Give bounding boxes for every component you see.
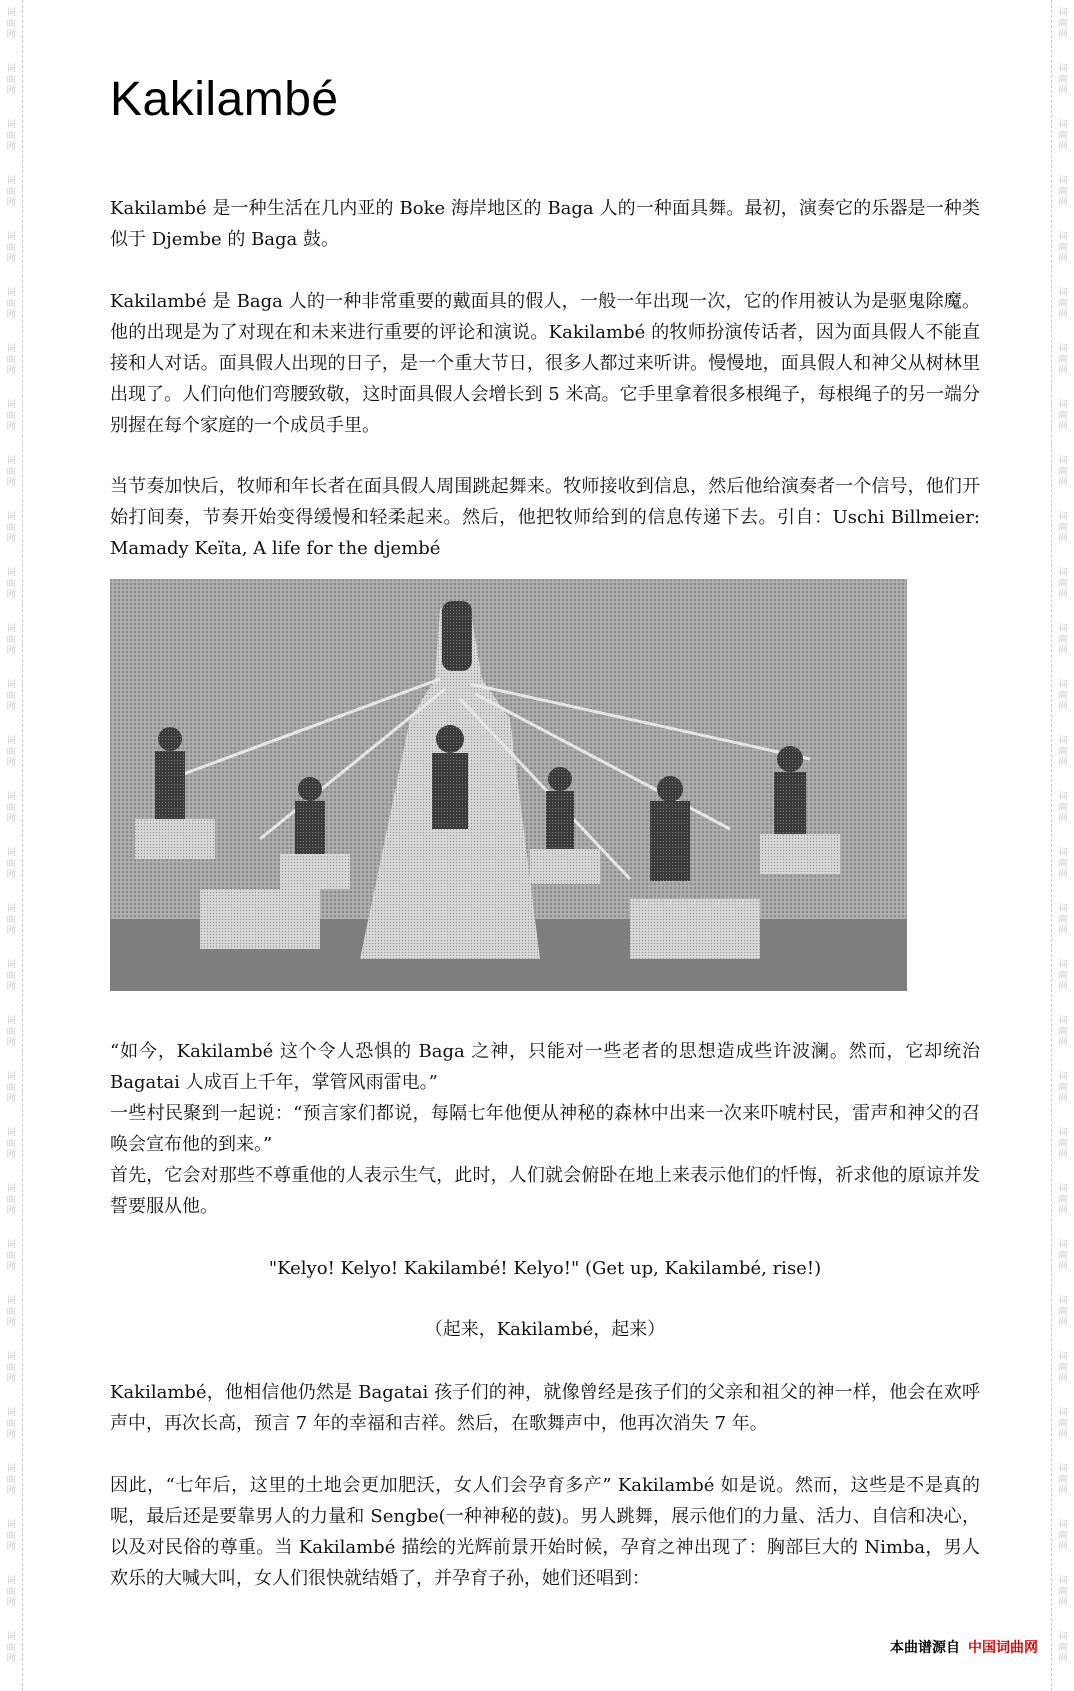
left-watermark-strip (0, 0, 23, 1691)
paragraph-7: Kakilambé，他相信他仍然是 Bagatai 孩子们的神，就像曾经是孩子们的父亲和祖父的神一样，他会在欢呼声中，再次长高，预言 7 年的幸福和吉祥。然后，在歌舞声中，他再次消失 7 年。 (110, 1382, 980, 1434)
watermark-text: 词 曲 网 (6, 568, 16, 600)
watermark-text: 词 曲 网 (1058, 624, 1068, 656)
watermark-text: 词 曲 网 (6, 400, 16, 432)
watermark-text: 词 曲 网 (6, 1240, 16, 1272)
watermark-text: 词 曲 网 (6, 64, 16, 96)
watermark-text: 词 曲 网 (1058, 568, 1068, 600)
paragraph-8: 因此，“七年后，这里的土地会更加肥沃，女人们会孕育多产” Kakilambé 如是说。然而，这些是不是真的呢，最后还是要靠男人的力量和 Sengbe(一种神秘的鼓)。男人跳舞，展示他们的力量、活力、自信和决心，以及对民俗的尊重。当 Kakilambé 描绘的光辉前景开始时候，孕育之神出现了：胸部巨大的 Nimba，男人欢乐的大喊大叫，女人们很快就结婚了，并孕育子孙，她们还唱到： (110, 1475, 980, 1589)
watermark-text: 词 曲 网 (6, 232, 16, 264)
page-title: Kakilambé (110, 73, 339, 126)
watermark-text: 词 曲 网 (6, 1408, 16, 1440)
watermark-text: 词 曲 网 (1058, 1632, 1068, 1664)
watermark-text: 词 曲 网 (6, 960, 16, 992)
chant-translation: （起来，Kakilambé，起来） (424, 1319, 666, 1340)
watermark-text: 词 曲 网 (1058, 904, 1068, 936)
watermark-text: 词 曲 网 (6, 1296, 16, 1328)
watermark-text: 词 曲 网 (1058, 1408, 1068, 1440)
watermark-text: 词 曲 网 (6, 680, 16, 712)
watermark-text: 词 曲 网 (1058, 1016, 1068, 1048)
watermark-text: 词 曲 网 (1058, 288, 1068, 320)
watermark-text: 词 曲 网 (6, 904, 16, 936)
watermark-text: 词 曲 网 (1058, 736, 1068, 768)
watermark-text: 词 曲 网 (1058, 1352, 1068, 1384)
watermark-text: 词 曲 网 (1058, 1576, 1068, 1608)
watermark-text: 词 曲 网 (6, 8, 16, 40)
watermark-text: 词 曲 网 (1058, 1296, 1068, 1328)
watermark-text: 词 曲 网 (6, 1184, 16, 1216)
watermark-text: 词 曲 网 (1058, 456, 1068, 488)
watermark-text: 词 曲 网 (1058, 232, 1068, 264)
watermark-text: 词 曲 网 (6, 1128, 16, 1160)
watermark-text: 词 曲 网 (6, 512, 16, 544)
watermark-text: 词 曲 网 (6, 344, 16, 376)
watermark-text: 词 曲 网 (1058, 960, 1068, 992)
watermark-text: 词 曲 网 (1058, 64, 1068, 96)
watermark-text: 词 曲 网 (1058, 1128, 1068, 1160)
watermark-text: 词 曲 网 (1058, 1072, 1068, 1104)
watermark-text: 词 曲 网 (1058, 1240, 1068, 1272)
watermark-text: 词 曲 网 (6, 624, 16, 656)
watermark-text: 词 曲 网 (1058, 1184, 1068, 1216)
watermark-text: 词 曲 网 (6, 288, 16, 320)
paragraph-6: 首先，它会对那些不尊重他的人表示生气，此时，人们就会俯卧在地上来表示他们的忏悔，祈求他的原谅并发誓要服从他。 (110, 1165, 980, 1217)
footer-source-label: 本曲谱源自 (890, 1640, 960, 1656)
watermark-text: 词 曲 网 (6, 848, 16, 880)
watermark-text: 词 曲 网 (6, 456, 16, 488)
paragraph-3: 当节奏加快后，牧师和年长者在面具假人周围跳起舞来。牧师接收到信息，然后他给演奏者一个信号，他们开始打间奏，节奏开始变得缓慢和轻柔起来。然后，他把牧师给到的信息传递下去。引自：Uschi Billmeier: Mamady Keïta, A life for the djembé (110, 476, 980, 559)
watermark-text: 词 曲 网 (6, 1072, 16, 1104)
watermark-text: 词 曲 网 (1058, 120, 1068, 152)
paragraph-5: 一些村民聚到一起说：“预言家们都说，每隔七年他便从神秘的森林中出来一次来吓唬村民，雷声和神父的召唤会宣布他的到来。” (110, 1103, 980, 1155)
watermark-text: 词 曲 网 (6, 1464, 16, 1496)
watermark-text: 词 曲 网 (1058, 8, 1068, 40)
watermark-text: 词 曲 网 (6, 1520, 16, 1552)
footer-site-link[interactable]: 中国词曲网 (968, 1640, 1038, 1656)
watermark-text: 词 曲 网 (1058, 792, 1068, 824)
watermark-text: 词 曲 网 (1058, 176, 1068, 208)
watermark-text: 词 曲 网 (1058, 344, 1068, 376)
right-watermark-strip (1051, 0, 1074, 1691)
footer-credit (890, 1637, 1038, 1657)
kakilambe-dance-photo (110, 579, 907, 991)
watermark-text: 词 曲 网 (1058, 1464, 1068, 1496)
watermark-text: 词 曲 网 (6, 1352, 16, 1384)
watermark-text: 词 曲 网 (1058, 400, 1068, 432)
watermark-text: 词 曲 网 (6, 120, 16, 152)
chant-quote: "Kelyo! Kelyo! Kakilambé! Kelyo!" (Get up, Kakilambé, rise!) (268, 1258, 822, 1279)
watermark-text: 词 曲 网 (6, 1632, 16, 1664)
paragraph-4: “如今，Kakilambé 这个令人恐惧的 Baga 之神，只能对一些老者的思想造成些许波澜。然而，它却统治 Bagatai 人成百上千年，掌管风雨雷电。” (110, 1041, 980, 1093)
watermark-text: 词 曲 网 (1058, 848, 1068, 880)
watermark-text: 词 曲 网 (6, 736, 16, 768)
watermark-text: 词 曲 网 (1058, 680, 1068, 712)
watermark-text: 词 曲 网 (6, 176, 16, 208)
watermark-text: 词 曲 网 (1058, 512, 1068, 544)
watermark-text: 词 曲 网 (6, 792, 16, 824)
watermark-text: 词 曲 网 (1058, 1520, 1068, 1552)
watermark-text: 词 曲 网 (6, 1576, 16, 1608)
paragraph-1: Kakilambé 是一种生活在几内亚的 Boke 海岸地区的 Baga 人的一种面具舞。最初，演奏它的乐器是一种类似于 Djembe 的 Baga 鼓。 (110, 198, 980, 250)
paragraph-2: Kakilambé 是 Baga 人的一种非常重要的戴面具的假人，一般一年出现一次，它的作用被认为是驱鬼除魔。他的出现是为了对现在和未来进行重要的评论和演说。Kakilambé 的牧师扮演传话者，因为面具假人不能直接和人对话。面具假人出现的日子，是一个重大节日，很多人都过来听讲。慢慢地，面具假人和神父从树林里出现了。人们向他们弯腰致敬，这时面具假人会增长到 5 米高。它手里拿着很多根绳子，每根绳子的另一端分别握在每个家庭的一个成员手里。 (110, 291, 980, 436)
watermark-text: 词 曲 网 (6, 1016, 16, 1048)
dance-photo-illustration (110, 579, 907, 991)
